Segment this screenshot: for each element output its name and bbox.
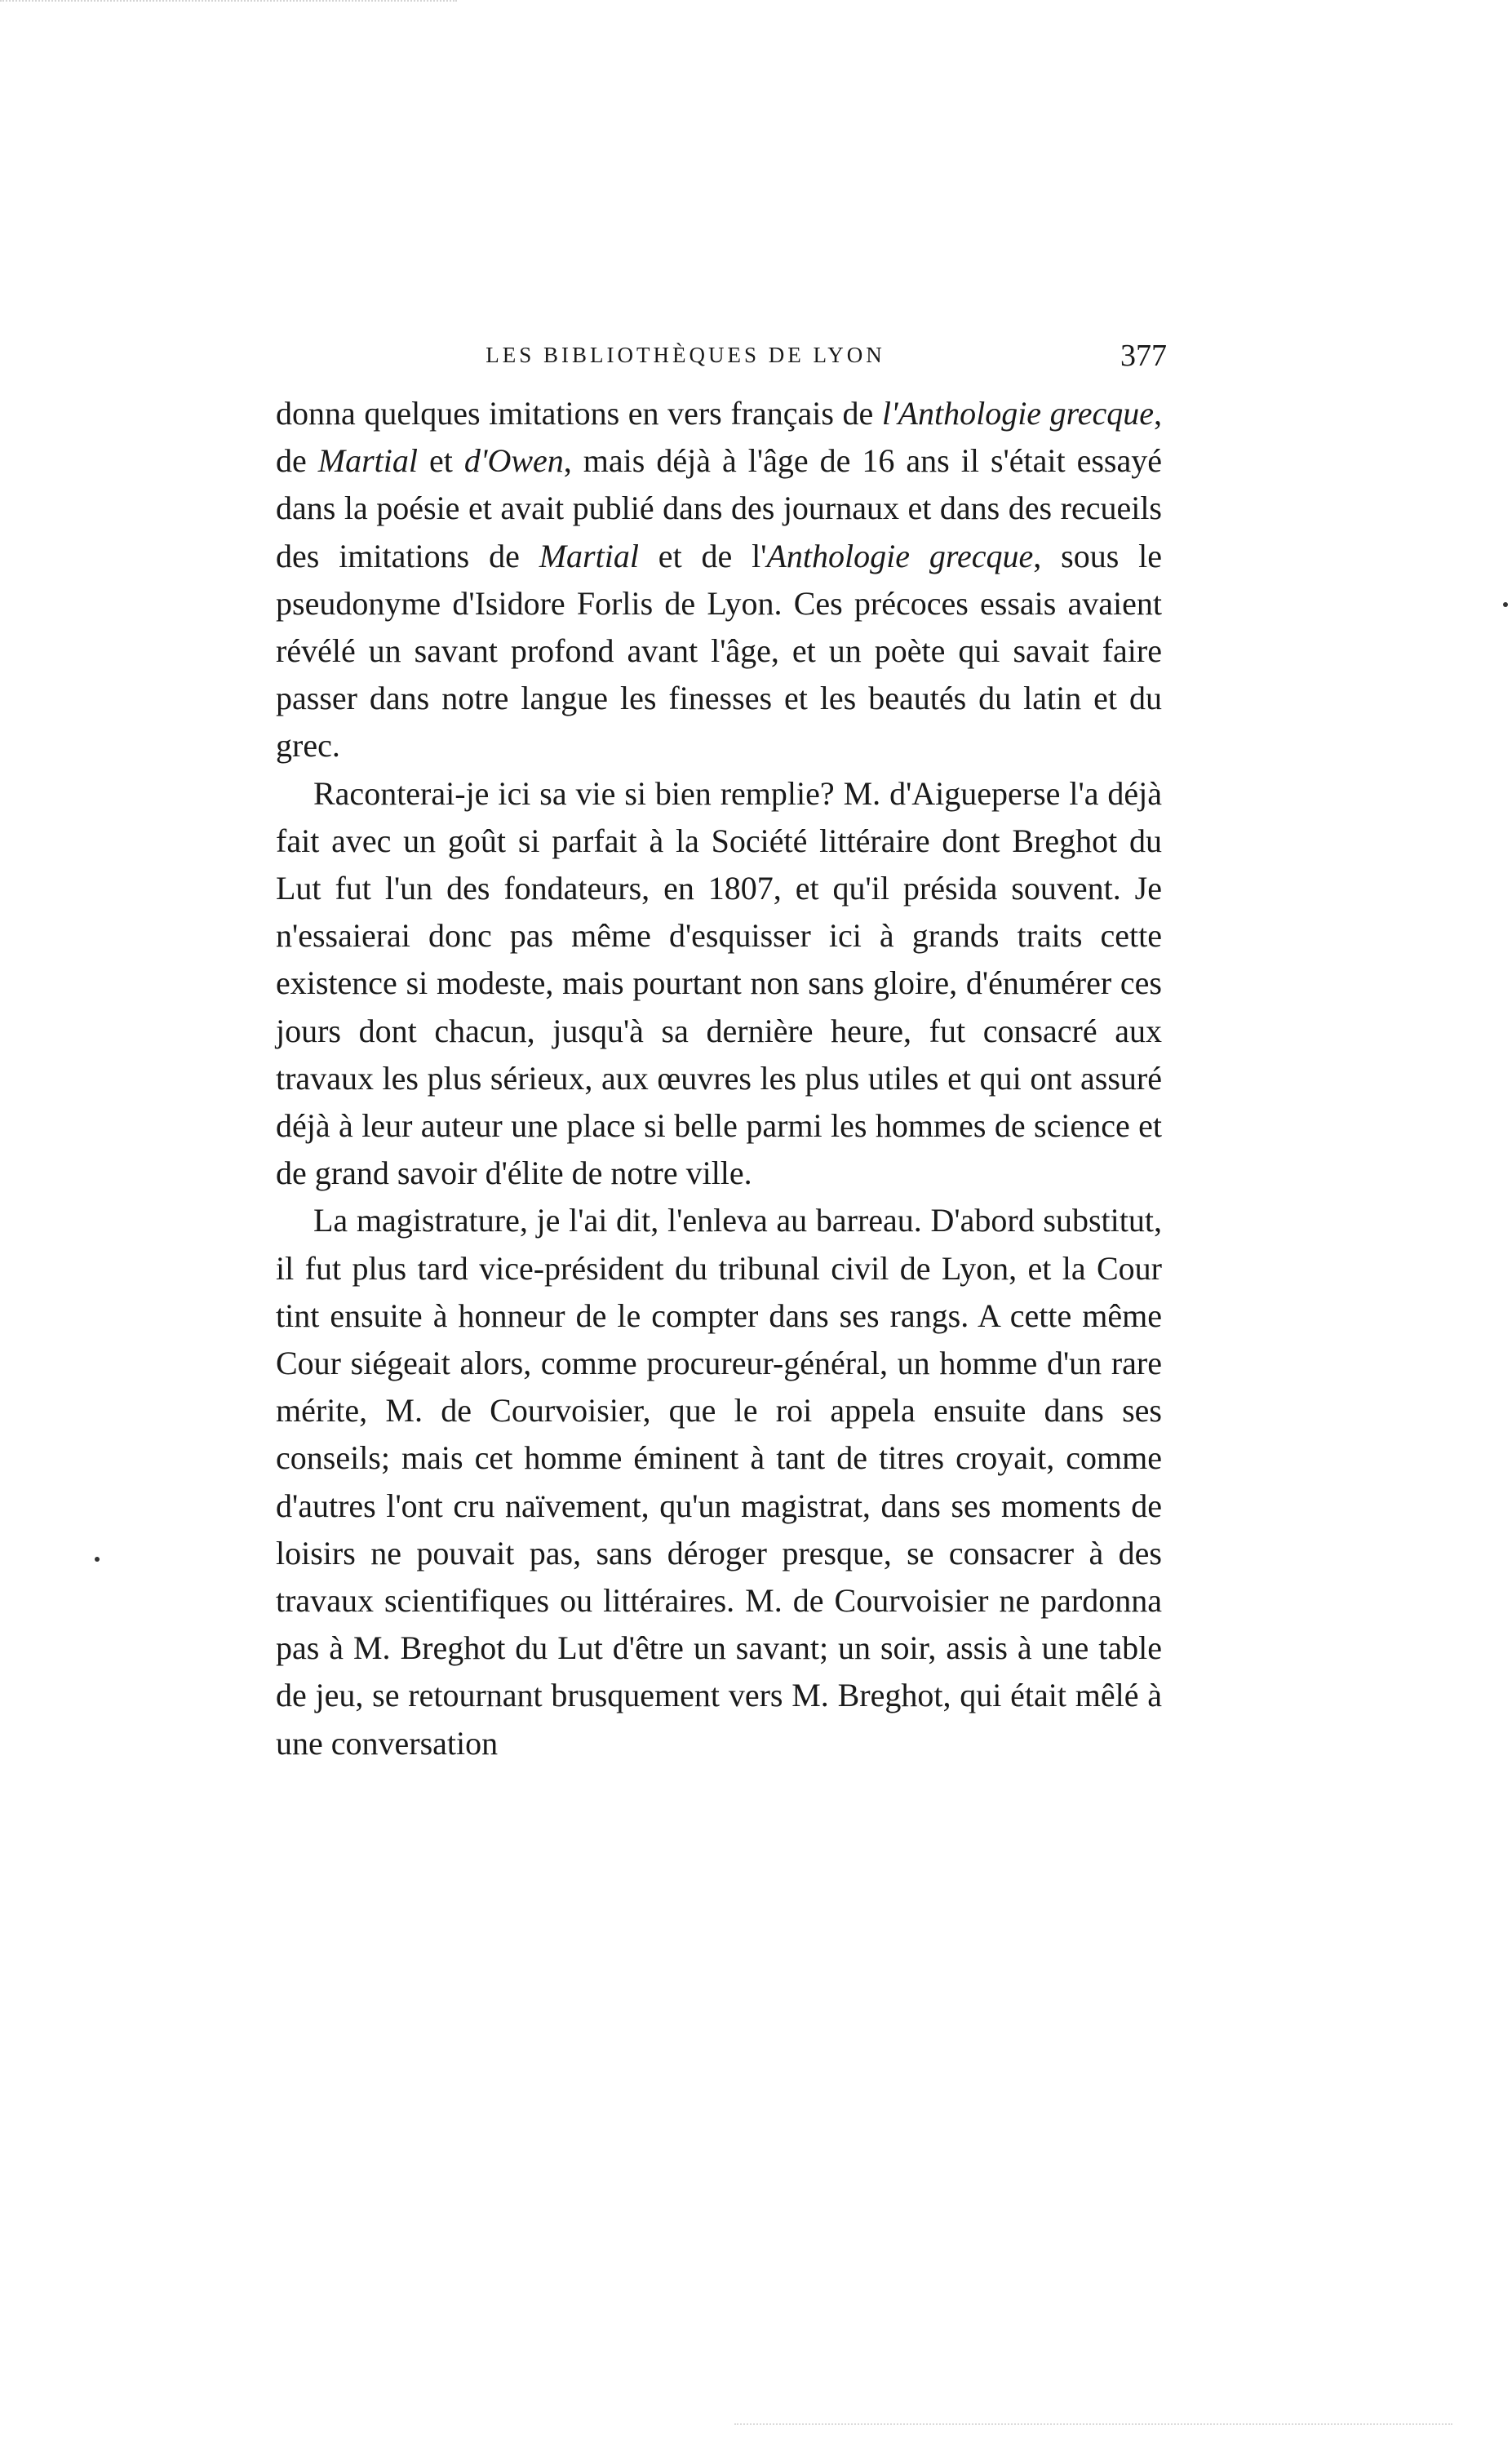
scan-speck: [95, 1557, 100, 1562]
italic-author: d'Owen: [463, 442, 564, 480]
scan-bottom-noise: [734, 2423, 1452, 2428]
page-number: 377: [1120, 339, 1167, 373]
text-run: , de: [276, 395, 1162, 480]
scan-speck: [1503, 602, 1508, 607]
italic-author: Martial: [539, 537, 639, 574]
text-run: et: [418, 442, 464, 480]
text-run: donna quelques imitations en vers français de: [276, 395, 882, 432]
paragraph-2: Raconterai-je ici sa vie si bien remplie? M. d'Aigueperse l'a déjà fait avec un goût si parfait à la Société littéraire dont Breghot du Lut fut l'un des fondateurs, en 1807, et qu'il présida souvent. Je n'essaierai donc pas même d'esquisser ici à grands traits cette existence si modeste, mais pourtant non sans gloire, d'énumérer ces jours dont chacun, jusqu'à sa dernière heure, fut consacré aux travaux les plus sérieux, aux œuvres les plus utiles et qui ont assuré déjà à leur auteur une place si belle parmi les hommes de science et de grand savoir d'élite de notre ville.: [276, 774, 1162, 1192]
text-run: , mais déjà à l'âge de 16 ans il s'était essayé dans la poésie et avait publié dans des journaux et dans des recueils des imitations de: [276, 442, 1162, 574]
text-block: [276, 390, 1162, 1767]
text-run: , sous le pseudonyme d'Isidore Forlis de Lyon. Ces précoces essais avaient révélé un savant profond avant l'âge, et un poète qui savait faire passer dans notre langue les finesses et les beautés du latin et du grec.: [276, 537, 1162, 765]
scan-edge-mark: [0, 0, 457, 8]
italic-title: Anthologie grecque: [766, 537, 1034, 574]
italic-title: l'Anthologie grecque: [881, 395, 1154, 432]
italic-author: Martial: [317, 442, 419, 480]
running-head: [277, 339, 1167, 383]
running-title: LES BIBLIOTHÈQUES DE LYON: [486, 343, 885, 367]
text-run: et de l': [638, 537, 767, 574]
paragraph-1: [276, 390, 1162, 770]
paragraph-3: La magistrature, je l'ai dit, l'enleva au barreau. D'abord substitut, il fut plus tard vice-président du tribunal civil de Lyon, et la Cour tint ensuite à honneur de le compter dans ses rangs. A cette même Cour siégeait alors, comme procureur-général, un homme d'un rare mérite, M. de Courvoisier, que le roi appela ensuite dans ses conseils; mais cet homme éminent à tant de titres croyait, comme d'autres l'ont cru naïvement, qu'un magistrat, dans ses moments de loisirs ne pouvait pas, sans déroger presque, se consacrer à des travaux scientifiques ou littéraires. M. de Courvoisier ne pardonna pas à M. Breghot du Lut d'être un savant; un soir, assis à une table de jeu, se retournant brusquement vers M. Breghot, qui était mêlé à une conversation: [276, 1202, 1162, 1762]
